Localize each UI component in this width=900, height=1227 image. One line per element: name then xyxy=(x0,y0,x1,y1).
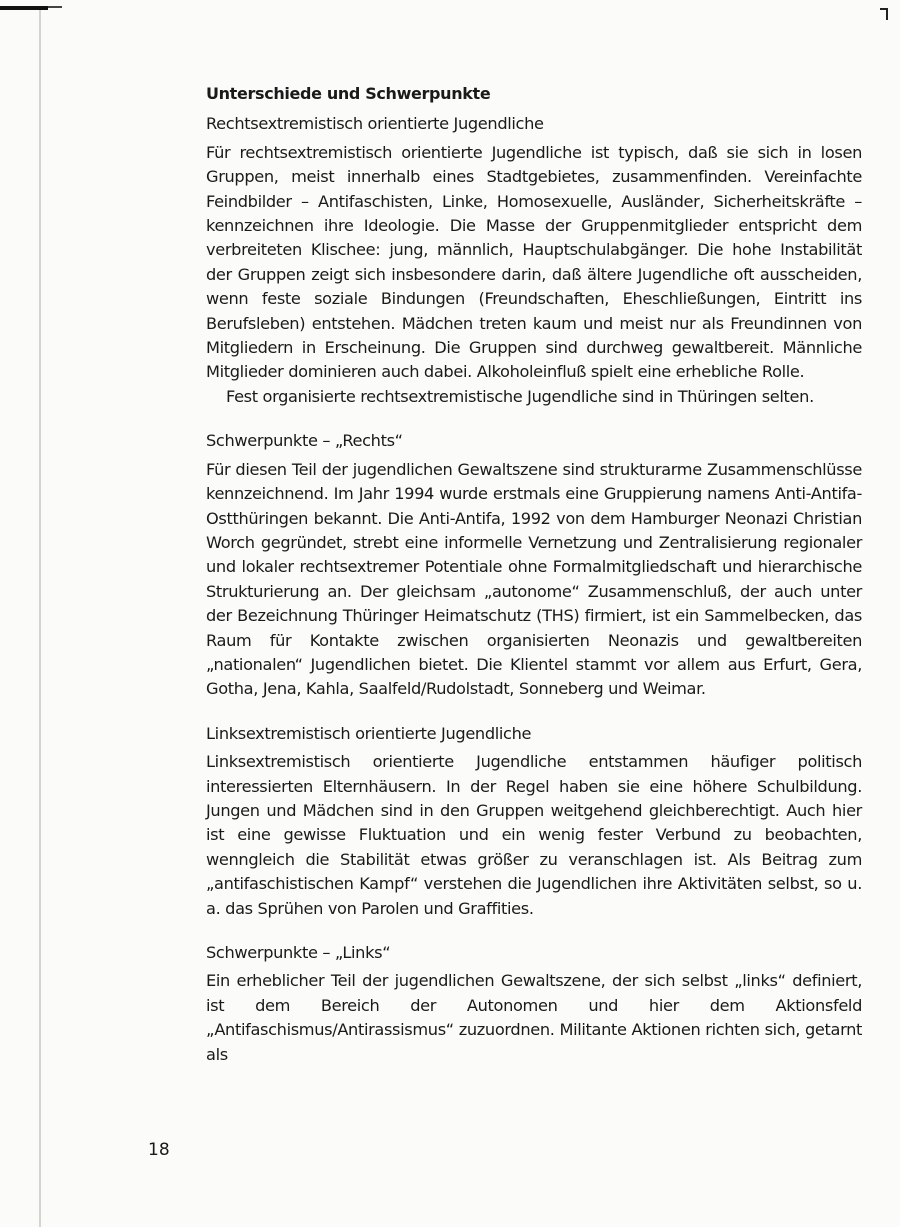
page-body xyxy=(206,82,862,1067)
scan-crop-mark xyxy=(886,8,888,20)
spacer xyxy=(206,921,862,941)
paragraph-schwerpunkte-links: Ein erheblicher Teil der jugendlichen Gewaltszene, der sich selbst „links“ definiert, ist dem Bereich der Autonomen und hier dem Aktionsfeld „Antifaschismus/Antirassismus“ zuzuordnen. Militante Aktionen richten sich, getarnt als xyxy=(206,971,862,1064)
paragraph-rechts-2: Fest organisierte rechtsextremistische Jugendliche sind in Thüringen selten. xyxy=(226,386,814,406)
scan-edge-line xyxy=(39,10,41,1227)
section-title-rechts: Rechtsextremistisch orientierte Jugendliche xyxy=(206,114,544,134)
section-title-schwerpunkte-links: Schwerpunkte – „Links“ xyxy=(206,943,391,962)
section-title-links: Linksextremistisch orientierte Jugendliche xyxy=(206,723,532,743)
section-title-schwerpunkte-rechts: Schwerpunkte – „Rechts“ xyxy=(206,431,403,451)
spacer xyxy=(206,702,862,722)
page-number: 18 xyxy=(148,1140,170,1160)
spacer xyxy=(206,409,862,429)
paragraph-links: Linksextremistisch orientierte Jugendliche entstammen häufiger politisch interessierten Elternhäusern. In der Regel haben sie eine höhere Schulbildung. Jungen und Mädchen sind in den Gruppen weitgehend gleichberechtigt. Auch hier ist eine gewisse Fluktuation und ein wenig fester Verbund zu beobachten, wenngleich die Stabilität etwas größer zu veranschlagen ist. Als Beitrag zum „antifaschistischen Kampf“ verstehen die Jugendlichen ihre Aktivitäten selbst, so u. a. das Sprühen von Parolen und Graffities. xyxy=(206,752,862,918)
paragraph-schwerpunkte-rechts: Für diesen Teil der jugendlichen Gewaltszene sind strukturarme Zusammenschlüsse kennzeichnend. Im Jahr 1994 wurde erstmals eine Gruppierung namens Anti-Antifa-Ostthüringen bekannt. Die Anti-Antifa, 1992 von dem Hamburger Neonazi Christian Worch gegründet, strebt eine informelle Vernetzung und Zentralisierung regionaler und lokaler rechtsextremer Potentiale ohne Formalmitgliedschaft und hierarchische Strukturierung an. Der gleichsam „autonome“ Zusammenschluß, der auch unter der Bezeichnung Thüringer Heimatschutz (THS) firmiert, ist ein Sammelbecken, das Raum für Kontakte zwischen organisierten Neonazis und gewaltbereiten „nationalen“ Jugendlichen bietet. Die Klientel stammt vor allem aus Erfurt, Gera, Gotha, Jena, Kahla, Saalfeld/Rudolstadt, Sonneberg und Weimar. xyxy=(206,459,862,699)
paragraph-rechts-1: Für rechtsextremistisch orientierte Jugendliche ist typisch, daß sie sich in losen Gruppen, meist innerhalb eines Stadtgebietes, zusammenfinden. Vereinfachte Feindbilder – Antifaschisten, Linke, Homosexuelle, Ausländer, Sicherheitskräfte – kennzeichnen ihre Ideologie. Die Masse der Gruppenmitglieder entspricht dem verbreiteten Klischee: jung, männlich, Hauptschulabgänger. Die hohe Instabilität der Gruppen zeigt sich insbesondere darin, daß ältere Jugendliche oft ausscheiden, wenn feste soziale Bindungen (Freundschaften, Eheschließungen, Eintritt ins Berufsleben) entstehen. Mädchen treten kaum und meist nur als Freundinnen von Mitgliedern in Erscheinung. Die Gruppen sind durchweg gewaltbereit. Männliche Mitglieder dominieren auch dabei. Alkoholeinfluß spielt eine erhebliche Rolle. xyxy=(206,142,862,382)
main-heading: Unterschiede und Schwerpunkte xyxy=(206,84,491,103)
